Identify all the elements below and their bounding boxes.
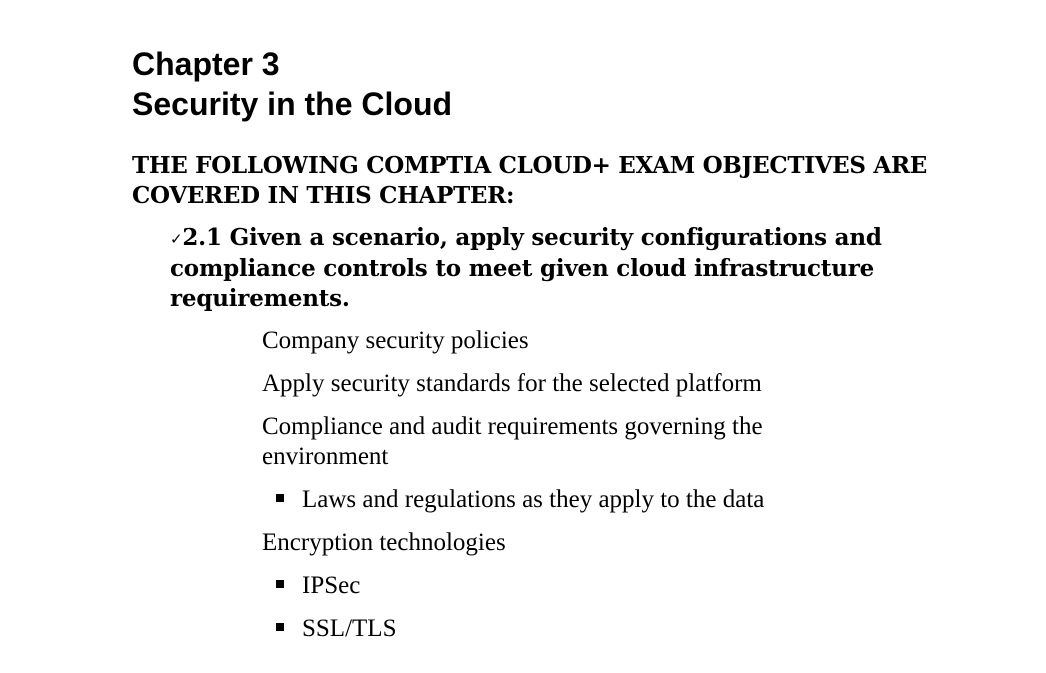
sub-list-item-label: Laws and regulations as they apply to the data xyxy=(302,486,765,513)
sub-list-item xyxy=(276,485,862,515)
square-bullet-icon xyxy=(276,494,284,502)
list-item: Company security policies xyxy=(262,327,529,354)
sub-list-item xyxy=(276,614,862,644)
sub-list-item-label: SSL/TLS xyxy=(302,615,397,642)
chapter-heading xyxy=(132,44,1012,124)
list-item: Apply security standards for the selected platform xyxy=(262,370,762,397)
square-bullet-icon xyxy=(276,580,284,588)
topic-list xyxy=(262,326,862,644)
chapter-title: Security in the Cloud xyxy=(132,86,453,122)
objective-text: 2.1 Given a scenario, apply security configurations and compliance controls to meet given cloud infrastructure requirements. xyxy=(170,224,882,312)
list-item: Compliance and audit requirements governing the environment xyxy=(262,413,763,470)
list-item: Encryption technologies xyxy=(262,529,506,556)
sub-list-item xyxy=(276,571,862,601)
sub-list-item-label: IPSec xyxy=(302,572,361,599)
chapter-number: Chapter 3 xyxy=(132,46,280,82)
exam-objective xyxy=(170,223,930,314)
objectives-intro: THE FOLLOWING COMPTIA CLOUD+ EXAM OBJECTIVES ARE COVERED IN THIS CHAPTER: xyxy=(132,152,928,209)
checkmark-icon: ✓ xyxy=(170,230,183,248)
square-bullet-icon xyxy=(276,623,284,631)
document-page xyxy=(132,44,1012,657)
